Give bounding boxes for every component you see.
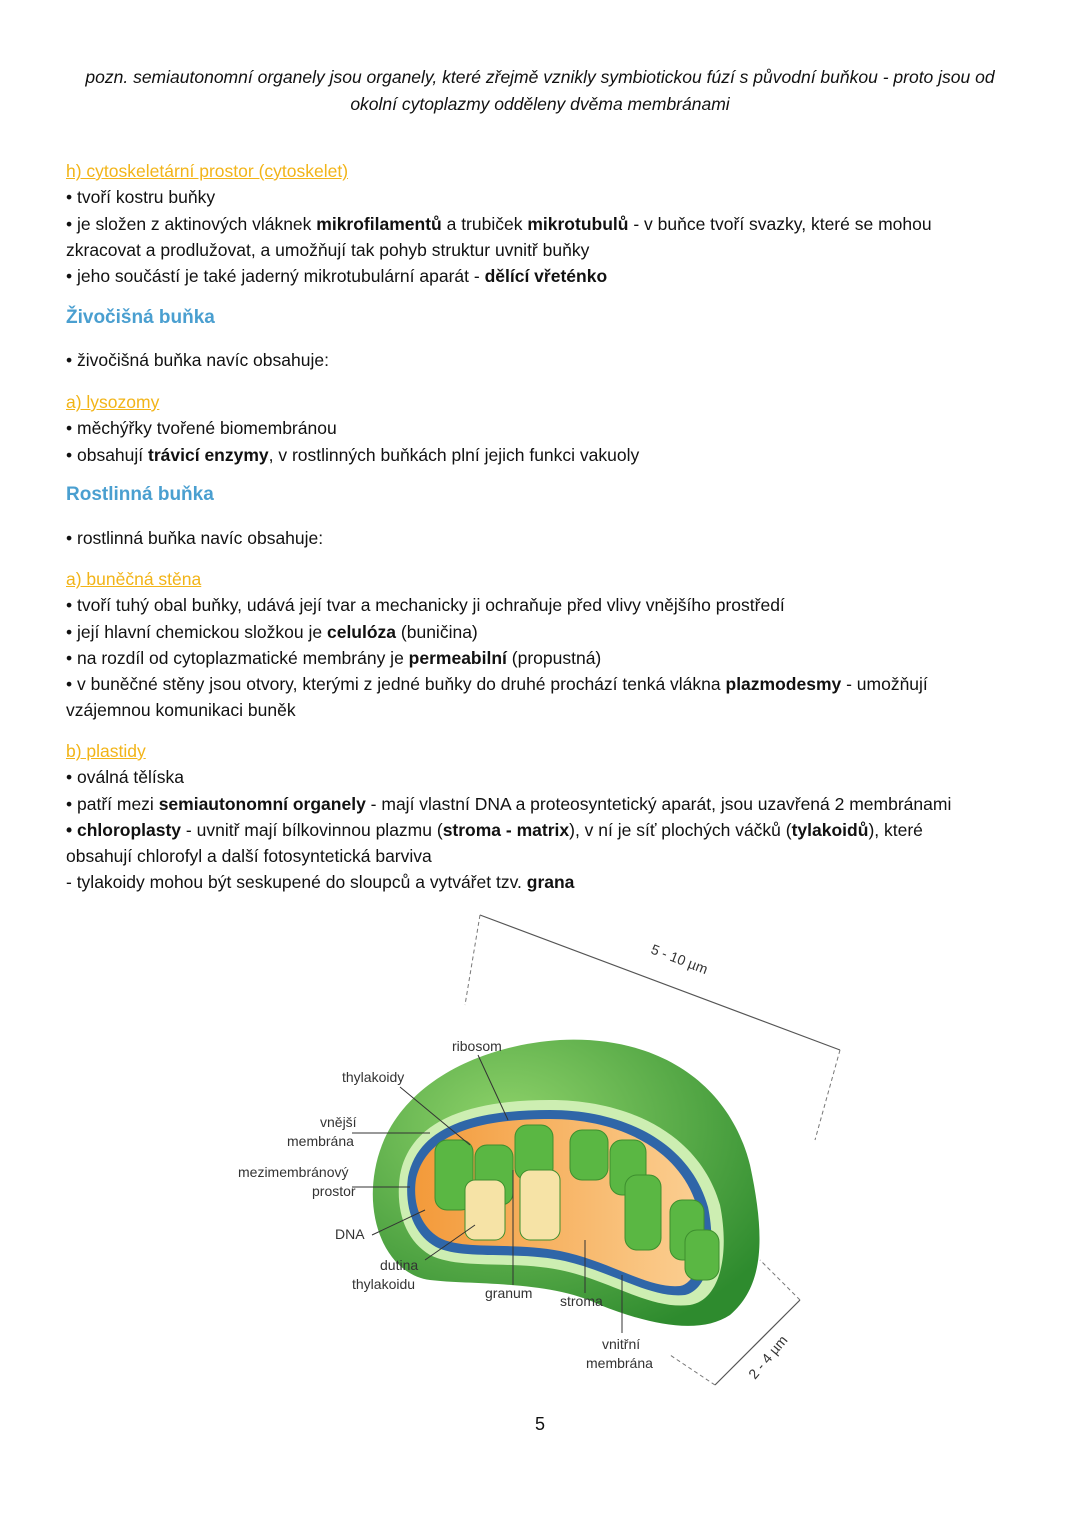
- svg-text:stroma: stroma: [560, 1293, 603, 1309]
- cell-wall-section: [66, 566, 1026, 724]
- width-label: 2 - 4 µm: [745, 1332, 791, 1382]
- svg-text:dutina: dutina: [380, 1257, 419, 1273]
- lysosomes-section: [66, 389, 1026, 468]
- bullet: • měchýřky tvořené biomembránou: [66, 418, 337, 439]
- svg-text:membrána: membrána: [586, 1355, 653, 1371]
- svg-text:mezimembránový: mezimembránový: [238, 1164, 349, 1180]
- bullet: • tvoří kostru buňky: [66, 187, 216, 208]
- heading-plant-cell: Rostlinná buňka: [66, 484, 214, 505]
- cytoskeleton-title: h) cytoskeletární prostor (cytoskelet): [66, 161, 349, 181]
- plant-intro: • rostlinná buňka navíc obsahuje:: [66, 528, 324, 548]
- page-number: 5: [534, 1414, 545, 1434]
- bullet: • patří mezi semiautonomní organely - mají vlastní DNA a proteosyntetický aparát, jsou uzavřená 2 membránami: [66, 793, 952, 814]
- bullet: - tylakoidy mohou být seskupené do sloupců a vytvářet tzv. grana: [66, 872, 575, 893]
- note-line-1: pozn. semiautonomní organely jsou organely, které zřejmě vznikly symbiotickou fúzí s původní buňkou - proto jsou od: [85, 67, 995, 87]
- bullet: • oválná tělíska: [66, 767, 184, 788]
- bullet: • obsahují trávicí enzymy, v rostlinných buňkách plní jejich funkci vakuoly: [66, 444, 640, 465]
- bullet-continuation: zkracovat a prodlužovat, a umožňují tak pohyb struktur uvnitř buňky: [66, 239, 590, 260]
- bullet-continuation: vzájemnou komunikaci buněk: [66, 700, 296, 721]
- svg-text:thylakoidu: thylakoidu: [352, 1276, 416, 1292]
- bullet-continuation: obsahují chlorofyl a další fotosyntetická barviva: [66, 846, 432, 867]
- bullet: • tvoří tuhý obal buňky, udává její tvar a mechanicky ji ochraňuje před vlivy vnějšího prostředí: [66, 595, 785, 616]
- bullet: • její hlavní chemickou složkou je celulóza (buničina): [66, 621, 478, 642]
- cell-wall-title: a) buněčná stěna: [66, 569, 202, 589]
- svg-text:prostor: prostor: [312, 1183, 356, 1199]
- plastids-section: [66, 738, 1026, 896]
- semiautonomous-note: [40, 64, 1040, 118]
- svg-text:membrána: membrána: [287, 1133, 354, 1149]
- plastids-title: b) plastidy: [66, 741, 146, 761]
- bullet: • jeho součástí je také jaderný mikrotubulární aparát - dělící vřeténko: [66, 266, 608, 287]
- bullet: • na rozdíl od cytoplazmatické membrány je permeabilní (propustná): [66, 647, 602, 668]
- cytoskeleton-section: [66, 158, 1026, 289]
- svg-text:ribosom: ribosom: [452, 1038, 502, 1054]
- bullet: • je složen z aktinových vláknek mikrofilamentů a trubiček mikrotubulů - v buňce tvoří svazky, které se mohou: [66, 213, 932, 234]
- bullet: • v buněčné stěny jsou otvory, kterými z jedné buňky do druhé prochází tenká vlákna plazmodesmy - umožňují: [66, 674, 928, 695]
- lysosomes-title: a) lysozomy: [66, 392, 160, 412]
- animal-intro: • živočišná buňka navíc obsahuje:: [66, 350, 329, 370]
- heading-animal-cell: Živočišná buňka: [66, 307, 215, 328]
- svg-text:vnitřní: vnitřní: [602, 1336, 641, 1352]
- length-label: 5 - 10 µm: [648, 940, 711, 978]
- chloroplast-diagram: [230, 905, 850, 1400]
- bullet: • chloroplasty - uvnitř mají bílkovinnou plazmu (stroma - matrix), v ní je síť plochých váčků (tylakoidů), které: [66, 819, 923, 840]
- note-line-2: okolní cytoplazmy odděleny dvěma membránami: [350, 94, 730, 114]
- svg-text:thylakoidy: thylakoidy: [342, 1069, 405, 1085]
- svg-text:granum: granum: [485, 1285, 533, 1301]
- svg-text:DNA: DNA: [335, 1226, 365, 1242]
- svg-text:vnější: vnější: [320, 1114, 357, 1130]
